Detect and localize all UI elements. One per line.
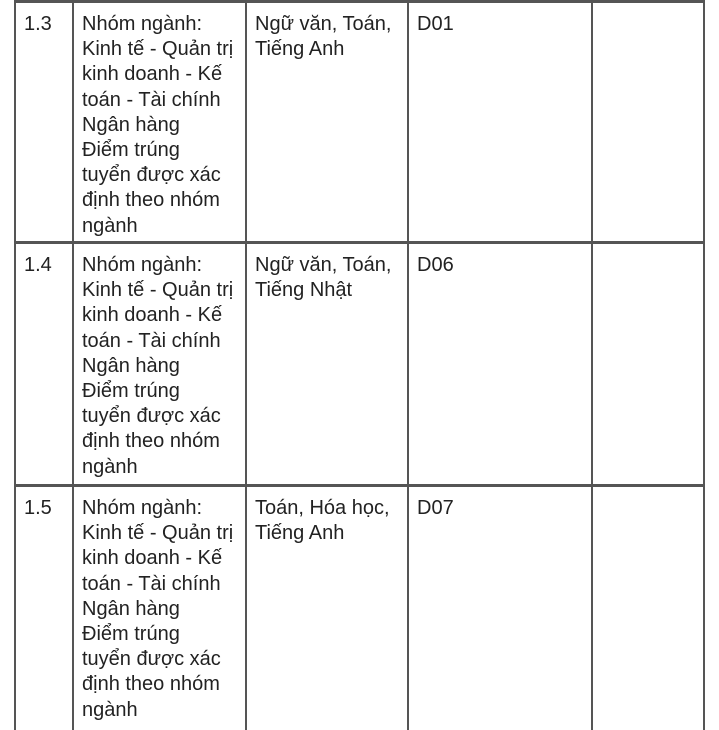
major-group-line: Điểm trúng: [82, 380, 180, 403]
score-cell: [593, 244, 705, 487]
subject-combination-cell: [247, 0, 409, 244]
subject-line: Tiếng Anh: [255, 38, 345, 61]
major-group-cell: [74, 487, 247, 730]
row-number-cell: 1.5: [14, 487, 74, 730]
table-row: [14, 487, 705, 730]
major-group-line: Nhóm ngành:: [82, 497, 203, 519]
major-group-line: định theo nhóm: [82, 430, 220, 453]
major-group-line: Nhóm ngành:: [82, 254, 203, 276]
major-group-line: định theo nhóm: [82, 673, 220, 696]
major-group-line: toán - Tài chính: [82, 88, 221, 111]
major-group-line: Nhóm ngành:: [82, 13, 203, 35]
score-cell: [593, 487, 705, 730]
combination-code-cell: D06: [409, 244, 593, 487]
major-group-line: tuyển được xác: [82, 405, 221, 428]
major-group-line: kinh doanh - Kế: [82, 63, 223, 86]
major-group-line: toán - Tài chính: [82, 572, 221, 595]
admission-table-wrapper: [14, 0, 705, 730]
subject-line: Ngữ văn, Toán,: [255, 254, 392, 276]
major-group-line: ngành: [82, 214, 138, 237]
subject-line: Ngữ văn, Toán,: [255, 13, 392, 35]
major-group-line: Kinh tế - Quản trị: [82, 279, 234, 302]
major-group-line: Kinh tế - Quản trị: [82, 38, 234, 61]
major-group-line: Ngân hàng: [82, 113, 180, 136]
major-group-line: Kinh tế - Quản trị: [82, 522, 234, 545]
table-row: [14, 0, 705, 244]
combination-code-cell: D07: [409, 487, 593, 730]
major-group-line: ngành: [82, 455, 138, 478]
row-number-cell: 1.3: [14, 0, 74, 244]
subject-line: Tiếng Nhật: [255, 279, 353, 302]
major-group-line: Điểm trúng: [82, 623, 180, 646]
major-group-line: kinh doanh - Kế: [82, 547, 223, 570]
score-cell: [593, 0, 705, 244]
admission-table: [14, 0, 705, 730]
major-group-line: định theo nhóm: [82, 189, 220, 212]
major-group-line: toán - Tài chính: [82, 329, 221, 352]
major-group-cell: [74, 0, 247, 244]
major-group-line: Điểm trúng: [82, 139, 180, 162]
major-group-line: tuyển được xác: [82, 648, 221, 671]
major-group-cell: [74, 244, 247, 487]
subject-line: Toán, Hóa học,: [255, 497, 390, 519]
subject-combination-cell: [247, 244, 409, 487]
major-group-line: ngành: [82, 698, 138, 721]
combination-code-cell: D01: [409, 0, 593, 244]
table-row: [14, 244, 705, 487]
major-group-line: Ngân hàng: [82, 597, 180, 620]
subject-line: Tiếng Anh: [255, 522, 345, 545]
major-group-line: tuyển được xác: [82, 164, 221, 187]
subject-combination-cell: [247, 487, 409, 730]
major-group-line: Ngân hàng: [82, 354, 180, 377]
row-number-cell: 1.4: [14, 244, 74, 487]
major-group-line: kinh doanh - Kế: [82, 304, 223, 327]
